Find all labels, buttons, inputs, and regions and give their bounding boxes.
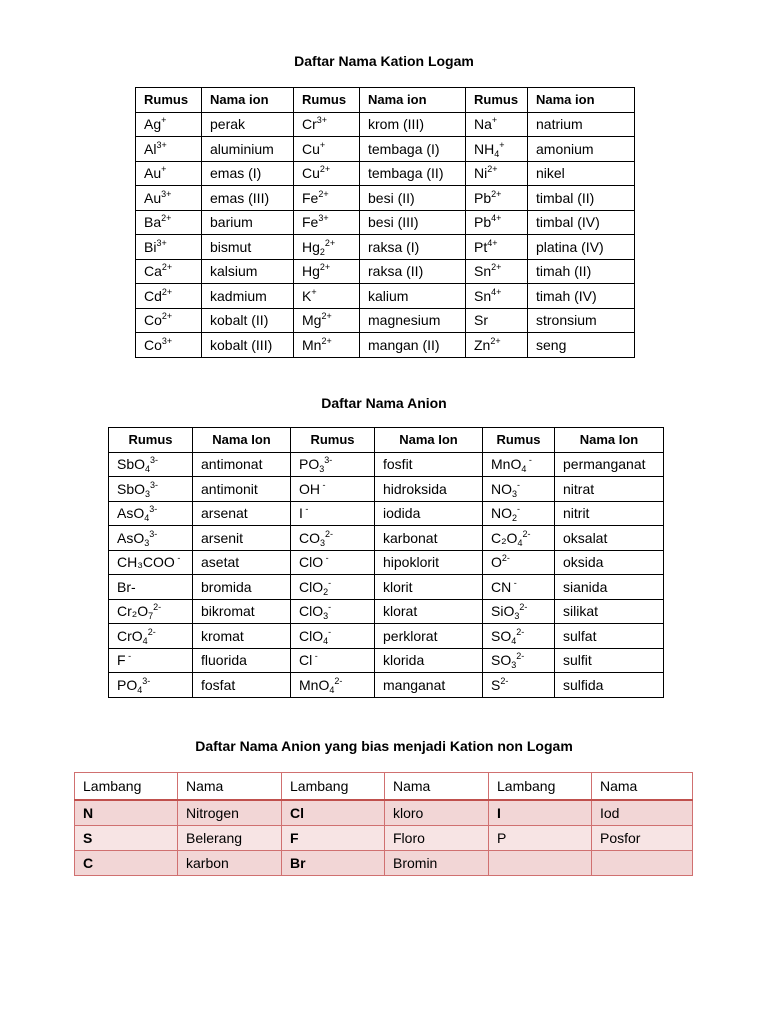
- ion-name-cell: oksida: [555, 550, 664, 575]
- table-row: [109, 501, 664, 526]
- formula-charge: +: [161, 164, 167, 175]
- formula-charge: 2-: [325, 528, 334, 539]
- formula-charge: 2+: [318, 188, 329, 199]
- formula-subscript: 3: [320, 537, 326, 548]
- formula-charge: 3+: [316, 115, 328, 126]
- formula-cell: $Sn^{2+}$: [466, 259, 528, 284]
- formula-cell: CN -: [483, 575, 555, 600]
- formula-charge: 2+: [161, 262, 173, 273]
- formula-cell: $Co^{2+}$: [136, 308, 202, 333]
- formula-charge: -: [526, 455, 532, 466]
- formula-cell: MnO$_4^{2-}$: [291, 673, 375, 698]
- formula-charge: 4+: [491, 286, 502, 297]
- ion-name-cell: sulfat: [555, 624, 664, 649]
- element-name-cell: Posfor: [592, 826, 693, 851]
- column-header: Rumus: [466, 88, 528, 113]
- formula-cell: $Cr^{3+}$: [294, 112, 360, 137]
- ion-name-cell: iodida: [375, 501, 483, 526]
- formula-cell: CH₃COO -: [109, 550, 193, 575]
- ion-name-cell: nikel: [528, 161, 635, 186]
- formula-cell: $Fe^{2+}$: [294, 186, 360, 211]
- formula-cell: $C_2O_4^{2-}$: [483, 526, 555, 551]
- table-row: [136, 284, 635, 309]
- ion-name-cell: fosfit: [375, 452, 483, 477]
- table-row: [136, 137, 635, 162]
- table-row: [75, 800, 693, 826]
- ion-name-cell: besi (III): [360, 210, 466, 235]
- formula-charge: -: [517, 504, 521, 515]
- formula-charge: 2+: [319, 164, 331, 175]
- formula-subscript: 3: [145, 488, 151, 499]
- element-name-cell: karbon: [178, 851, 282, 876]
- nonmetal-table-title: Daftar Nama Anion yang bias menjadi Kation non Logam: [195, 738, 573, 754]
- formula-charge: 2+: [321, 311, 332, 322]
- formula-charge: 2+: [324, 237, 336, 248]
- formula-cell: $PO_3^{3-}$: [291, 452, 375, 477]
- formula-charge: +: [161, 115, 167, 126]
- symbol-cell: P: [489, 826, 592, 851]
- ion-name-cell: kadmium: [202, 284, 294, 309]
- formula-cell: $Mn^{2+}$: [294, 333, 360, 358]
- formula-cell: $Fe^{3+}$: [294, 210, 360, 235]
- formula-cell: AsO$_4^{3-}$: [109, 501, 193, 526]
- formula-charge: -: [174, 553, 181, 564]
- ion-name-cell: perak: [202, 112, 294, 137]
- cation-table: [135, 87, 635, 358]
- ion-name-cell: barium: [202, 210, 294, 235]
- formula-charge: 2+: [490, 335, 501, 346]
- element-name-cell: [592, 851, 693, 876]
- formula-cell: I -: [291, 501, 375, 526]
- formula-cell: $CO_3^{2-}$: [291, 526, 375, 551]
- formula-cell: ClO -: [291, 550, 375, 575]
- formula-cell: $Bi^{3+}$: [136, 235, 202, 260]
- formula-charge: 3-: [324, 455, 333, 466]
- formula-cell: $Zn^{2+}$: [466, 333, 528, 358]
- formula-charge: 2-: [519, 602, 528, 613]
- formula-charge: 3-: [150, 479, 159, 490]
- formula-cell: OH -: [291, 477, 375, 502]
- cation-table-header-row: [136, 88, 635, 113]
- symbol-cell: I: [489, 800, 592, 826]
- ion-name-cell: klorida: [375, 648, 483, 673]
- formula-charge: -: [302, 504, 309, 515]
- column-header: Lambang: [282, 773, 385, 801]
- column-header: Rumus: [136, 88, 202, 113]
- formula-cell: $Ni^{2+}$: [466, 161, 528, 186]
- table-row: [109, 550, 664, 575]
- formula-cell: $Ba^{2+}$: [136, 210, 202, 235]
- ion-name-cell: timbal (II): [528, 186, 635, 211]
- column-header: Nama Ion: [555, 428, 664, 453]
- ion-name-cell: fluorida: [193, 648, 291, 673]
- ion-name-cell: stronsium: [528, 308, 635, 333]
- formula-subscript: 4: [144, 513, 150, 524]
- symbol-cell: S: [75, 826, 178, 851]
- formula-charge: 3+: [318, 213, 329, 224]
- formula-charge: -: [320, 479, 326, 490]
- ion-name-cell: timbal (IV): [528, 210, 635, 235]
- formula-charge: 2+: [487, 164, 498, 175]
- column-header: Rumus: [483, 428, 555, 453]
- ion-name-cell: perklorat: [375, 624, 483, 649]
- table-row: [136, 210, 635, 235]
- formula-cell: Cl -: [291, 648, 375, 673]
- ion-name-cell: kalium: [360, 284, 466, 309]
- formula-cell: $Hg^{2+}$: [294, 259, 360, 284]
- table-row: [109, 452, 664, 477]
- ion-name-cell: oksalat: [555, 526, 664, 551]
- ion-name-cell: besi (II): [360, 186, 466, 211]
- table-row: [136, 186, 635, 211]
- table-row: [136, 259, 635, 284]
- formula-cell: $Cd^{2+}$: [136, 284, 202, 309]
- formula-cell: $S^{2-}$: [483, 673, 555, 698]
- column-header: Lambang: [489, 773, 592, 801]
- ion-name-cell: magnesium: [360, 308, 466, 333]
- ion-name-cell: karbonat: [375, 526, 483, 551]
- ion-name-cell: platina (IV): [528, 235, 635, 260]
- ion-name-cell: timah (IV): [528, 284, 635, 309]
- formula-charge: 2-: [516, 626, 525, 637]
- ion-name-cell: antimonit: [193, 477, 291, 502]
- anion-table-title: Daftar Nama Anion: [321, 395, 447, 411]
- formula-cell: $SO_3^{2-}$: [483, 648, 555, 673]
- table-row: [109, 526, 664, 551]
- ion-name-cell: antimonat: [193, 452, 291, 477]
- formula-charge: +: [499, 139, 505, 150]
- ion-name-cell: raksa (I): [360, 235, 466, 260]
- formula-cell: $NO_2^-$: [483, 501, 555, 526]
- formula-cell: Cu+: [294, 137, 360, 162]
- symbol-cell: C: [75, 851, 178, 876]
- ion-name-cell: natrium: [528, 112, 635, 137]
- column-header: Rumus: [109, 428, 193, 453]
- formula-cell: $SO_4^{2-}$: [483, 624, 555, 649]
- table-row: [136, 235, 635, 260]
- formula-charge: -: [312, 651, 318, 662]
- formula-cell: $Cr_2O_7^{2-}$: [109, 599, 193, 624]
- ion-name-cell: nitrat: [555, 477, 664, 502]
- formula-cell: $Pb^{2+}$: [466, 186, 528, 211]
- formula-subscript: 4: [494, 148, 500, 159]
- element-name-cell: Iod: [592, 800, 693, 826]
- ion-name-cell: sianida: [555, 575, 664, 600]
- formula-cell: Sr: [466, 308, 528, 333]
- table-row: [75, 826, 693, 851]
- symbol-cell: F: [282, 826, 385, 851]
- formula-charge: 2-: [522, 528, 531, 539]
- formula-cell: $O^{2-}$: [483, 550, 555, 575]
- formula-cell: $Pt^{4+}$: [466, 235, 528, 260]
- table-row: [109, 575, 664, 600]
- column-header: Nama ion: [202, 88, 294, 113]
- formula-charge: 2+: [161, 311, 173, 322]
- column-header: Nama ion: [360, 88, 466, 113]
- formula-subscript: 4: [329, 684, 335, 695]
- formula-charge: 2+: [319, 262, 331, 273]
- symbol-cell: Cl: [282, 800, 385, 826]
- formula-charge: 2-: [500, 675, 509, 686]
- formula-charge: -: [328, 626, 332, 637]
- cation-table-title: Daftar Nama Kation Logam: [294, 53, 474, 69]
- column-header: Nama ion: [528, 88, 635, 113]
- formula-cell: Na+: [466, 112, 528, 137]
- ion-name-cell: klorit: [375, 575, 483, 600]
- formula-charge: 3+: [156, 237, 167, 248]
- formula-cell: SiO$_3^{2-}$: [483, 599, 555, 624]
- element-name-cell: Belerang: [178, 826, 282, 851]
- ion-name-cell: amonium: [528, 137, 635, 162]
- ion-name-cell: arsenat: [193, 501, 291, 526]
- ion-name-cell: permanganat: [555, 452, 664, 477]
- nonmetal-table: [74, 772, 693, 876]
- formula-cell: ClO$_4$-: [291, 624, 375, 649]
- formula-subscript: 3: [319, 464, 325, 475]
- formula-cell: ClO$_2$-: [291, 575, 375, 600]
- formula-cell: $Al^{3+}$: [136, 137, 202, 162]
- symbol-cell: [489, 851, 592, 876]
- table-row: [109, 648, 664, 673]
- ion-name-cell: seng: [528, 333, 635, 358]
- formula-cell: CrO$_4^{2-}$: [109, 624, 193, 649]
- ion-name-cell: klorat: [375, 599, 483, 624]
- ion-name-cell: mangan (II): [360, 333, 466, 358]
- ion-name-cell: hipoklorit: [375, 550, 483, 575]
- formula-charge: 3-: [142, 675, 151, 686]
- anion-table-header-row: [109, 428, 664, 453]
- formula-subscript: 2: [323, 586, 329, 597]
- ion-name-cell: nitrit: [555, 501, 664, 526]
- ion-name-cell: bismut: [202, 235, 294, 260]
- ion-name-cell: sulfit: [555, 648, 664, 673]
- ion-name-cell: manganat: [375, 673, 483, 698]
- ion-name-cell: emas (I): [202, 161, 294, 186]
- formula-cell: $Co^{3+}$: [136, 333, 202, 358]
- formula-charge: 2+: [491, 188, 502, 199]
- formula-subscript: 7: [148, 611, 154, 622]
- formula-charge: 2+: [321, 335, 332, 346]
- ion-name-cell: timah (II): [528, 259, 635, 284]
- ion-name-cell: bikromat: [193, 599, 291, 624]
- column-header: Rumus: [291, 428, 375, 453]
- formula-cell: $PO_4^{3-}$: [109, 673, 193, 698]
- ion-name-cell: tembaga (I): [360, 137, 466, 162]
- element-name-cell: Nitrogen: [178, 800, 282, 826]
- formula-charge: 2+: [161, 213, 172, 224]
- formula-charge: 2-: [501, 553, 510, 564]
- formula-cell: ClO$_3$-: [291, 599, 375, 624]
- table-row: [109, 624, 664, 649]
- formula-cell: Au+: [136, 161, 202, 186]
- formula-charge: -: [328, 577, 332, 588]
- formula-subscript: 4: [511, 635, 517, 646]
- formula-cell: $Mg^{2+}$: [294, 308, 360, 333]
- formula-cell: $Sn^{4+}$: [466, 284, 528, 309]
- formula-subscript: 2: [512, 513, 518, 524]
- formula-subscript: 3: [144, 537, 150, 548]
- formula-subscript: 3: [512, 488, 518, 499]
- formula-charge: 3+: [161, 188, 172, 199]
- formula-charge: 4+: [487, 237, 498, 248]
- formula-charge: +: [491, 115, 498, 126]
- formula-charge: 3+: [161, 335, 173, 346]
- ion-name-cell: arsenit: [193, 526, 291, 551]
- formula-cell: SbO$_3^{3-}$: [109, 477, 193, 502]
- formula-cell: MnO$_4$ -: [483, 452, 555, 477]
- column-header: Nama: [178, 773, 282, 801]
- formula-charge: 2-: [153, 602, 162, 613]
- element-name-cell: kloro: [385, 800, 489, 826]
- element-name-cell: Floro: [385, 826, 489, 851]
- formula-charge: -: [323, 553, 329, 564]
- formula-charge: 2+: [161, 286, 173, 297]
- table-row: [136, 308, 635, 333]
- table-row: [109, 477, 664, 502]
- nonmetal-header-row: [75, 773, 693, 801]
- column-header: Nama Ion: [193, 428, 291, 453]
- table-row: [75, 851, 693, 876]
- formula-charge: 2+: [491, 262, 502, 273]
- formula-cell: SbO$_4^{3-}$: [109, 452, 193, 477]
- ion-name-cell: silikat: [555, 599, 664, 624]
- formula-subscript: 2: [319, 246, 325, 257]
- formula-charge: -: [328, 602, 332, 613]
- formula-subscript: 4: [145, 464, 151, 475]
- formula-charge: -: [125, 651, 132, 662]
- table-row: [136, 333, 635, 358]
- formula-charge: 3-: [150, 455, 159, 466]
- formula-cell: Br-: [109, 575, 193, 600]
- column-header: Nama: [592, 773, 693, 801]
- ion-name-cell: hidroksida: [375, 477, 483, 502]
- formula-cell: F -: [109, 648, 193, 673]
- formula-cell: K+: [294, 284, 360, 309]
- ion-name-cell: krom (III): [360, 112, 466, 137]
- table-row: [109, 599, 664, 624]
- formula-charge: +: [319, 139, 326, 150]
- formula-charge: 2-: [147, 626, 156, 637]
- formula-charge: -: [511, 577, 517, 588]
- formula-cell: $Au^{3+}$: [136, 186, 202, 211]
- formula-charge: +: [311, 286, 317, 297]
- column-header: Nama: [385, 773, 489, 801]
- formula-subscript: 4: [521, 464, 527, 475]
- table-row: [136, 161, 635, 186]
- ion-name-cell: asetat: [193, 550, 291, 575]
- column-header: Rumus: [294, 88, 360, 113]
- formula-subscript: 4: [517, 537, 523, 548]
- ion-name-cell: emas (III): [202, 186, 294, 211]
- formula-cell: $Hg_2^{2+}$: [294, 235, 360, 260]
- formula-subscript: 3: [511, 660, 517, 671]
- formula-subscript: 3: [514, 611, 520, 622]
- formula-cell: $Pb^{4+}$: [466, 210, 528, 235]
- ion-name-cell: kromat: [193, 624, 291, 649]
- formula-cell: $Cu^{2+}$: [294, 161, 360, 186]
- formula-subscript: 4: [142, 635, 148, 646]
- formula-charge: -: [517, 479, 521, 490]
- symbol-cell: Br: [282, 851, 385, 876]
- formula-cell: $NO_3^-$: [483, 477, 555, 502]
- ion-name-cell: fosfat: [193, 673, 291, 698]
- formula-subscript: 3: [323, 611, 329, 622]
- table-row: [109, 673, 664, 698]
- formula-charge: 3-: [149, 528, 158, 539]
- column-header: Lambang: [75, 773, 178, 801]
- column-header: Nama Ion: [375, 428, 483, 453]
- formula-cell: AsO$_3^{3-}$: [109, 526, 193, 551]
- symbol-cell: N: [75, 800, 178, 826]
- element-name-cell: Bromin: [385, 851, 489, 876]
- ion-name-cell: kobalt (III): [202, 333, 294, 358]
- ion-name-cell: bromida: [193, 575, 291, 600]
- anion-table: [108, 427, 664, 698]
- ion-name-cell: aluminium: [202, 137, 294, 162]
- ion-name-cell: tembaga (II): [360, 161, 466, 186]
- ion-name-cell: sulfida: [555, 673, 664, 698]
- formula-charge: 2-: [516, 651, 525, 662]
- formula-cell: $Ca^{2+}$: [136, 259, 202, 284]
- formula-charge: 2-: [334, 675, 343, 686]
- formula-cell: Ag+: [136, 112, 202, 137]
- formula-cell: $NH_4^+$: [466, 137, 528, 162]
- formula-charge: 4+: [491, 213, 502, 224]
- ion-name-cell: kalsium: [202, 259, 294, 284]
- formula-subscript: 4: [137, 684, 143, 695]
- formula-charge: 3+: [156, 139, 167, 150]
- ion-name-cell: raksa (II): [360, 259, 466, 284]
- formula-subscript: 4: [323, 635, 329, 646]
- table-row: [136, 112, 635, 137]
- ion-name-cell: kobalt (II): [202, 308, 294, 333]
- formula-charge: 3-: [149, 504, 158, 515]
